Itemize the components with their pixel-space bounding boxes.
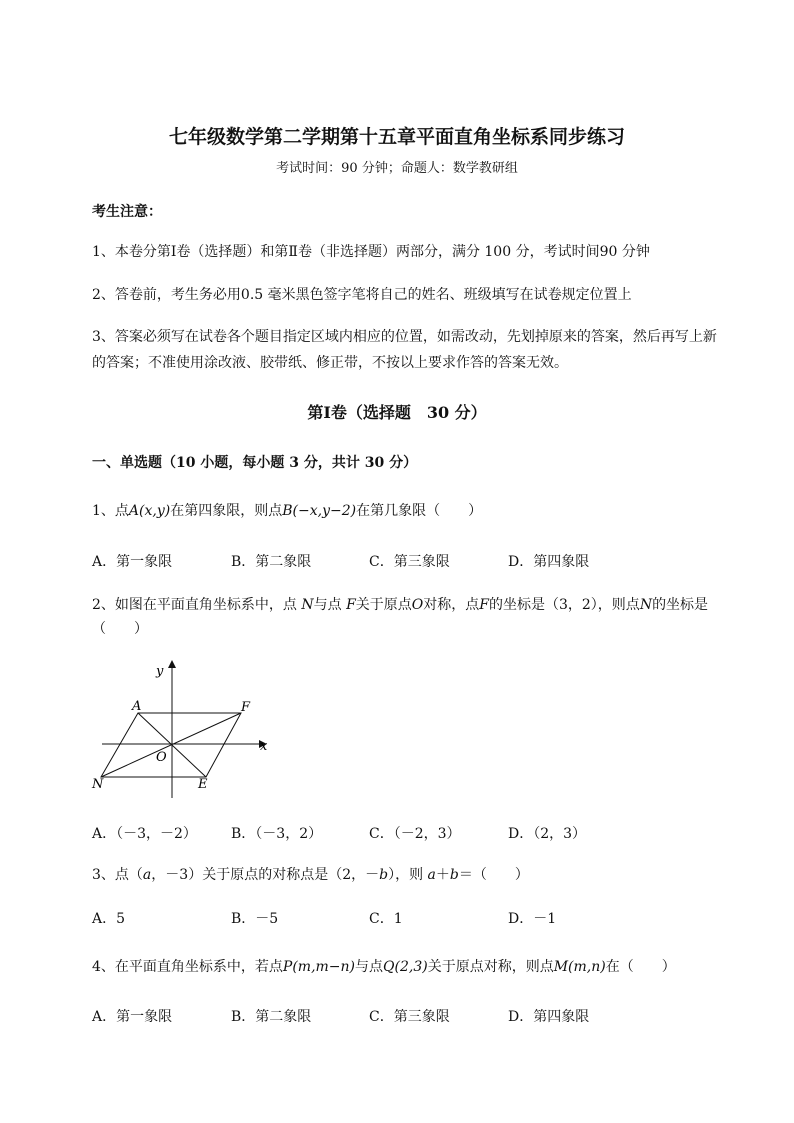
question-3-stem: 3、点（a，－3）关于原点的对称点是（2，－b），则 a＋b＝（ ） xyxy=(92,867,529,883)
question-1-option-a[interactable]: A．第一象限 xyxy=(92,554,173,570)
part-title: 第Ⅰ卷（选择题 30 分） xyxy=(307,403,487,422)
question-2-stem: 2、如图在平面直角坐标系中，点 N与点 F关于原点O对称，点F的坐标是（3，2），则点N的坐标是 xyxy=(92,597,709,613)
question-2-option-c[interactable]: C．（－2，3） xyxy=(369,826,461,842)
page-title: 七年级数学第二学期第十五章平面直角坐标系同步练习 xyxy=(168,126,625,148)
label-A: A xyxy=(132,699,142,714)
question-3-option-b[interactable]: B．－5 xyxy=(231,911,279,927)
question-4-stem: 4、在平面直角坐标系中，若点P(m,m−n)与点Q(2,3)关于原点对称，则点M(m,n)在（ ） xyxy=(92,959,676,975)
question-3-option-d[interactable]: D．－1 xyxy=(508,911,557,927)
question-4-option-d[interactable]: D．第四象限 xyxy=(508,1009,590,1025)
question-4-option-b[interactable]: B．第二象限 xyxy=(231,1009,312,1025)
notes-heading: 考生注意： xyxy=(92,204,162,220)
question-2-option-b[interactable]: B．（－3，2） xyxy=(231,826,323,842)
label-x: x xyxy=(260,739,268,754)
question-2-option-d[interactable]: D．（2，3） xyxy=(508,826,587,842)
question-2-option-a[interactable]: A．（－3，－2） xyxy=(92,826,197,842)
question-1-option-d[interactable]: D．第四象限 xyxy=(508,554,590,570)
question-3-option-c[interactable]: C．1 xyxy=(369,911,403,927)
label-E: E xyxy=(198,777,208,792)
label-y: y xyxy=(156,664,164,679)
segment-NF xyxy=(101,713,241,777)
label-F: F xyxy=(241,700,251,715)
note-item: 1、本卷分第Ⅰ卷（选择题）和第Ⅱ卷（非选择题）两部分，满分 100 分，考试时间90 分钟 xyxy=(92,244,650,260)
question-4-option-a[interactable]: A．第一象限 xyxy=(92,1009,173,1025)
question-1-option-b[interactable]: B．第二象限 xyxy=(231,554,312,570)
note-item: 的答案；不准使用涂改液、胶带纸、修正带，不按以上要求作答的答案无效。 xyxy=(92,355,568,371)
coordinate-figure xyxy=(90,655,280,805)
exam-info: 考试时间：90 分钟；命题人：数学教研组 xyxy=(276,161,518,176)
label-O: O xyxy=(156,750,167,765)
note-item: 2、答卷前，考生务必用0.5 毫米黑色签字笔将自己的姓名、班级填写在试卷规定位置上 xyxy=(92,287,632,303)
question-2-stem-line2: （ ） xyxy=(92,621,148,637)
note-item: 3、答案必须写在试卷各个题目指定区域内相应的位置，如需改动，先划掉原来的答案，然后再写上新 xyxy=(92,329,717,345)
question-1-option-c[interactable]: C．第三象限 xyxy=(369,554,450,570)
section-heading: 一、单选题（10 小题，每小题 3 分，共计 30 分） xyxy=(92,455,418,471)
question-3-option-a[interactable]: A．5 xyxy=(92,911,126,927)
question-1-stem: 1、点A(x,y)在第四象限，则点B(−x,y−2)在第几象限（ ） xyxy=(92,503,483,519)
label-N: N xyxy=(92,777,104,792)
question-4-option-c[interactable]: C．第三象限 xyxy=(369,1009,450,1025)
